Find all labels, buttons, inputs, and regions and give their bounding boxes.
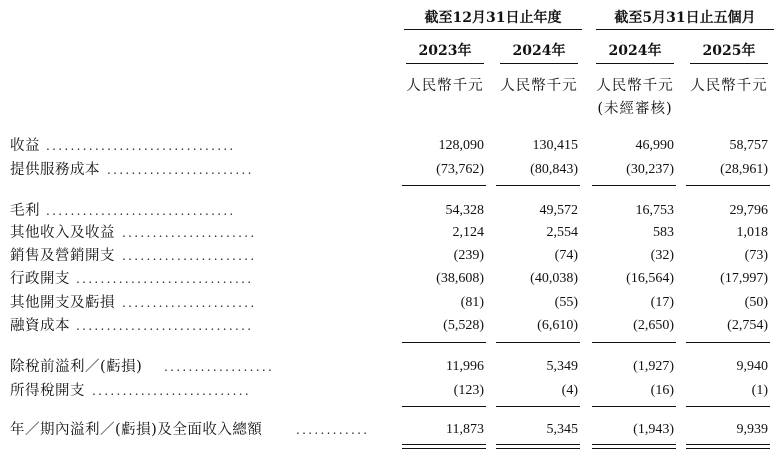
subtotal-rule [402, 185, 486, 186]
row-label: 融資成本 [10, 318, 70, 334]
period-2025-header: 2025年 [702, 43, 756, 59]
value-2024: (80,843) [530, 162, 578, 177]
leader-dots: ........................ [107, 163, 254, 177]
subtotal-rule [686, 185, 770, 186]
leader-dots: ...................... [122, 296, 257, 310]
value-2024: (40,038) [530, 271, 578, 286]
header-five-months-underline [596, 29, 774, 30]
value-2024-period: 583 [653, 225, 674, 240]
value-2023: (5,528) [443, 318, 484, 333]
value-2023: 11,873 [446, 422, 484, 437]
value-2024: (55) [554, 295, 578, 310]
subtotal-rule [592, 406, 676, 407]
value-2024: (4) [561, 383, 578, 398]
header-year-ended: 截至12月31日止年度 [424, 10, 562, 26]
leader-dots: .................. [164, 360, 275, 374]
value-2024: (6,610) [537, 318, 578, 333]
value-2024: 5,345 [546, 422, 578, 437]
leader-dots: ...................... [122, 226, 257, 240]
value-2023: (123) [453, 383, 484, 398]
table-row-admin-expenses [0, 268, 778, 290]
row-label: 毛利 [10, 203, 40, 219]
table-row-other-income [0, 222, 778, 244]
value-2024-period: (16,564) [626, 271, 674, 286]
value-2024: (74) [554, 248, 578, 263]
value-2024: 49,572 [539, 203, 578, 218]
value-2024-period: (1,927) [633, 359, 674, 374]
subtotal-rule [496, 406, 580, 407]
value-2024-period: 46,990 [635, 138, 674, 153]
unaudited-note: (未經審核) [597, 101, 673, 117]
value-2023: 128,090 [438, 138, 484, 153]
leader-dots: .......................... [92, 384, 251, 398]
total-double-rule [496, 444, 580, 449]
subtotal-rule [496, 342, 580, 343]
total-double-rule [402, 444, 486, 449]
year-2024-underline [500, 63, 578, 64]
value-2023: (81) [460, 295, 484, 310]
value-2025-period: (28,961) [720, 162, 768, 177]
value-2023: 54,328 [445, 203, 484, 218]
year-2023-header: 2023年 [418, 43, 472, 59]
row-label: 除稅前溢利／(虧損) [10, 359, 143, 375]
value-2025-period: (17,997) [720, 271, 768, 286]
leader-dots: ............ [296, 423, 370, 437]
subtotal-rule [686, 406, 770, 407]
unit-2025-period: 人民幣千元 [690, 78, 768, 94]
row-label: 所得稅開支 [10, 383, 85, 399]
period-2025-underline [690, 63, 768, 64]
value-2025-period: (50) [744, 295, 768, 310]
leader-dots: ............................... [46, 139, 236, 153]
value-2023: (239) [453, 248, 484, 263]
period-2024-underline [596, 63, 674, 64]
header-year-ended-underline [404, 29, 582, 30]
total-double-rule [686, 444, 770, 449]
table-row-gross-profit [0, 200, 778, 222]
row-label: 提供服務成本 [10, 162, 100, 178]
leader-dots: ............................. [76, 319, 254, 333]
value-2025-period: (73) [744, 248, 768, 263]
year-2024-header: 2024年 [512, 43, 566, 59]
year-2023-underline [406, 63, 484, 64]
value-2025-period: (2,754) [727, 318, 768, 333]
value-2024: 5,349 [546, 359, 578, 374]
value-2023: 11,996 [446, 359, 484, 374]
subtotal-rule [496, 185, 580, 186]
row-label: 年／期內溢利／(虧損)及全面收入總額 [10, 422, 263, 438]
value-2025-period: 58,757 [729, 138, 768, 153]
subtotal-rule [686, 342, 770, 343]
subtotal-rule [402, 342, 486, 343]
value-2025-period: (1) [751, 383, 768, 398]
table-row-other-expenses [0, 292, 778, 314]
subtotal-rule [592, 342, 676, 343]
value-2024: 130,415 [532, 138, 578, 153]
value-2024-period: (16) [650, 383, 674, 398]
leader-dots: ...................... [122, 249, 257, 263]
table-row-cost-of-services [0, 159, 778, 181]
table-row-profit-before-tax [0, 356, 778, 378]
row-label: 其他收入及收益 [10, 225, 115, 241]
value-2025-period: 29,796 [729, 203, 768, 218]
row-label: 收益 [10, 138, 40, 154]
value-2024-period: (17) [650, 295, 674, 310]
leader-dots: ............................... [46, 204, 236, 218]
value-2024-period: (32) [650, 248, 674, 263]
value-2024: 2,554 [546, 225, 578, 240]
row-label: 行政開支 [10, 271, 70, 287]
unit-2024: 人民幣千元 [500, 78, 578, 94]
subtotal-rule [592, 185, 676, 186]
value-2024-period: 16,753 [635, 203, 674, 218]
value-2024-period: (2,650) [633, 318, 674, 333]
table-row-total-comprehensive-income [0, 419, 778, 441]
table-row-income-tax [0, 380, 778, 402]
value-2024-period: (1,943) [633, 422, 674, 437]
leader-dots: ............................. [76, 272, 254, 286]
table-row-revenue [0, 135, 778, 157]
total-double-rule [592, 444, 676, 449]
value-2023: 2,124 [452, 225, 484, 240]
table-row-selling-expenses [0, 245, 778, 267]
subtotal-rule [402, 406, 486, 407]
row-label: 其他開支及虧損 [10, 295, 115, 311]
table-row-finance-costs [0, 315, 778, 337]
unit-2023: 人民幣千元 [406, 78, 484, 94]
value-2025-period: 1,018 [736, 225, 768, 240]
value-2025-period: 9,940 [736, 359, 768, 374]
unit-2024-period: 人民幣千元 [596, 78, 674, 94]
period-2024-header: 2024年 [608, 43, 662, 59]
value-2025-period: 9,939 [736, 422, 768, 437]
header-five-months-ended: 截至5月31日止五個月 [614, 10, 756, 26]
value-2024-period: (30,237) [626, 162, 674, 177]
row-label: 銷售及營銷開支 [10, 248, 115, 264]
value-2023: (73,762) [436, 162, 484, 177]
value-2023: (38,608) [436, 271, 484, 286]
